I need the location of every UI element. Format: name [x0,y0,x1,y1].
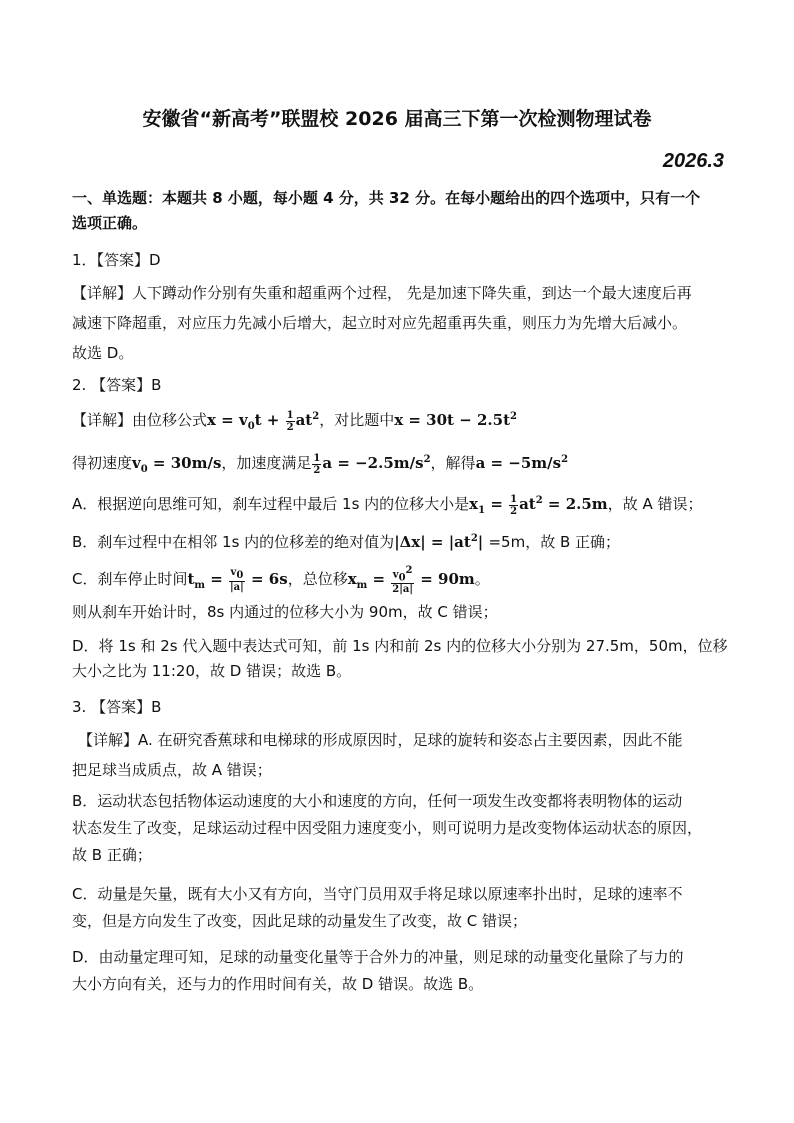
acceleration-result: $a = -5m/s^2$ [475,454,569,472]
q2-option-b-verdict: =5m，故 B 正确； [488,533,621,551]
q3-option-c-line2: 变，但是方向发生了改变，因此足球的动量发生了改变，故 C 错误； [72,912,528,930]
q2-line2-text-c: ，解得 [430,454,476,472]
q2-option-b-text: B．刹车过程中在相邻 1s 内的位移差的绝对值为 [72,533,395,551]
q2-option-d-line1: D．将 1s 和 2s 代入题中表达式可知，前 1s 内和前 2s 内的位移大小分别为 27.5m，50m，位移 [72,637,728,655]
q2-option-d-line2: 大小之比为 11:20，故 D 错误；故选 B。 [72,662,352,680]
document-date: 2026.3 [662,150,724,172]
q3-option-d-line2: 大小方向有关，还与力的作用时间有关，故 D 错误。故选 B。 [72,975,484,993]
section-heading-line1: 一、单选题：本题共 8 小题，每小题 4 分，共 32 分。在每小题给出的四个选项中，只有一个 [72,189,701,207]
q2-option-a-text: A．根据逆向思维可知，刹车过程中最后 1s 内的位移大小是 [72,495,470,513]
q2-line2-text-a: 得初速度 [72,454,133,472]
q2-option-c-line2: 则从刹车开始计时，8s 内通过的位移大小为 90m，故 C 错误； [72,603,498,621]
q2-option-c-text: C．刹车停止时间 [72,570,188,589]
displacement-difference-eq: $|\Delta x| = |at^2|$ [394,533,489,551]
document-title: 安徽省“新高考”联盟校 2026 届高三下第一次检测物理试卷 [142,108,652,130]
section-heading-line2: 选项正确。 [72,214,148,232]
q2-option-a [72,491,703,521]
displacement-formula: $x = v_0t$ + $\frac{1}{2}$ $at^2$ [207,409,320,433]
given-equation: $x = 30t - 2.5t^2$ [394,411,517,429]
q1-detail-line3: 故选 D。 [72,344,134,362]
stop-time-eq: $t_m$ = $\frac{v_0}{|a|}$ = 6s [187,567,288,594]
q3-option-b-line3: 故 B 正确； [72,846,152,864]
q2-answer: 2. 【答案】B [72,376,162,394]
q3-option-b-line2: 状态发生了改变，足球运动过程中因受阻力速度变小，则可说明力是改变物体运动状态的原因， [72,819,703,837]
q3-option-d-line1: D．由动量定理可知，足球的动量变化量等于合外力的冲量，则足球的动量变化量除了与力的 [72,948,684,966]
q2-detail-text-a: 【详解】由位移公式 [72,411,208,429]
initial-velocity-eq: $v_0 = 30m/s$ [132,454,222,475]
q2-detail-line2 [72,450,568,480]
q3-answer: 3. 【答案】B [72,698,162,716]
q3-option-b-line1: B．运动状态包括物体运动速度的大小和速度的方向，任何一项发生改变都将表明物体的运动 [72,792,683,810]
q2-option-c-text-b: ，总位移 [287,570,348,589]
acceleration-relation: $\frac{1}{2}$ $a = -2.5m/s^2$ [313,452,431,476]
q3-option-a-line2: 把足球当成质点，故 A 错误； [72,761,272,779]
q2-line2-text-b: ，加速度满足 [221,454,312,472]
q1-detail-line2: 减速下降超重，对应压力先减小后增大，起立时对应先超重再失重，则压力为先增大后减小。 [72,314,688,332]
q2-option-b [72,529,620,552]
total-displacement-eq: $x_m$ = $\frac{v_0^2}{2|a|}$ = 90m [347,565,475,596]
q2-detail-line1 [72,407,517,437]
q2-detail-text-b: ，对比题中 [319,411,395,429]
q1-detail-line1: 【详解】人下蹲动作分别有失重和超重两个过程， 先是加速下降失重，到达一个最大速度后再 [72,284,692,302]
q2-option-c-end: 。 [474,570,490,589]
q3-option-a-line1: 【详解】A. 在研究香蕉球和电梯球的形成原因时，足球的旋转和姿态占主要因素，因此不能 [78,731,683,749]
q2-option-c [72,565,490,596]
q3-option-c-line1: C．动量是矢量，既有大小又有方向，当守门员用双手将足球以原速率扑出时，足球的速率不 [72,885,683,903]
q2-option-a-verdict: ，故 A 错误； [607,495,703,513]
q1-answer: 1．【答案】D [72,251,161,269]
last-second-displacement-eq: $x_1$ = $\frac{1}{2}$ $at^2 = 2.5m$ [469,493,608,517]
